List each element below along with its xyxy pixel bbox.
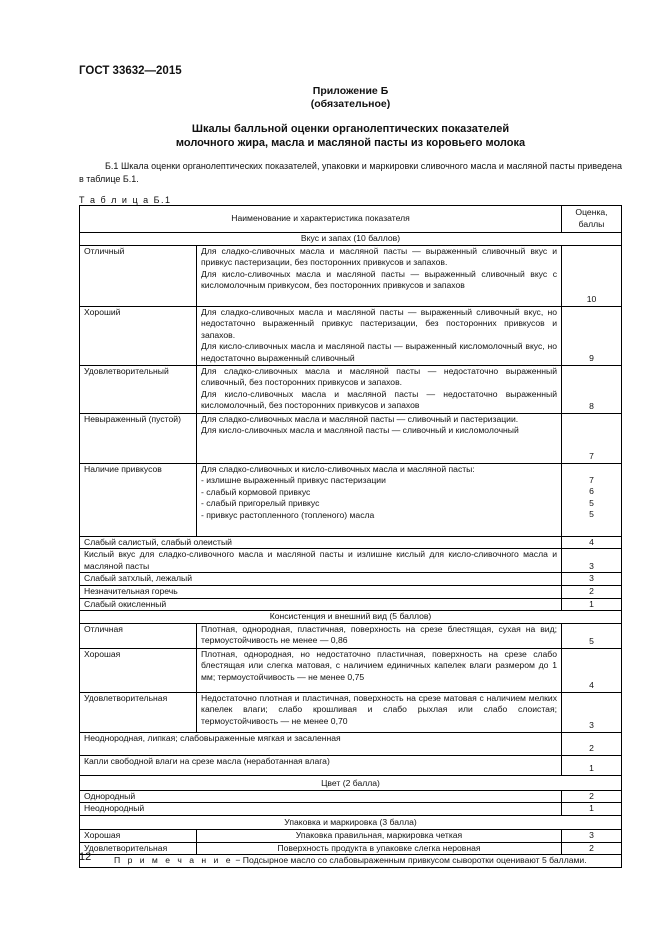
row-description (197, 692, 562, 732)
paragraph: Для сладко-сливочных масла и масляной пасты — выраженный сливочный вкус, но недостаточно выраженный привкус пастеризации, без посторонних привкусов и запахов. (201, 306, 557, 340)
paragraph: Для сладко-сливочных масла и масляной пасты — сливочный и пастеризации. (201, 413, 519, 424)
page-title-line1: Шкалы балльной оценки органолептических показателей (191, 123, 510, 135)
row-score: 8 (562, 365, 622, 413)
row-name: Удовлетворительный (80, 365, 197, 413)
row-description (197, 365, 562, 413)
row-score (562, 463, 622, 536)
row-score: 4 (562, 648, 622, 692)
row-name: Хорошая (80, 648, 197, 692)
row-score: 3 (562, 829, 622, 842)
row-score: 10 (562, 245, 622, 306)
list-item-score: 5 (589, 497, 594, 508)
row-score: 5 (562, 623, 622, 648)
list-item: - слабый пригорелый привкус (201, 498, 320, 509)
row-description: Упаковка правильная, маркировка четкая (197, 829, 562, 842)
document-header: ГОСТ 33632—2015 (79, 65, 182, 77)
row-name: Хороший (80, 306, 197, 365)
row-description (197, 623, 562, 648)
table-row (80, 755, 622, 775)
row-score: 3 (562, 573, 622, 586)
table-row (80, 365, 622, 413)
table-row (80, 463, 622, 536)
list-item: - слабый кормовой привкус (201, 486, 311, 497)
admixtures-intro: Для сладко-сливочных и кисло-сливочных масла и масляной пасты: (201, 463, 475, 474)
table-row (80, 803, 622, 816)
table-caption: Т а б л и ц а Б.1 (79, 195, 172, 205)
row-name: Наличие привкусов (80, 463, 197, 536)
appendix-status: (обязательное) (310, 98, 391, 110)
table-row (80, 598, 622, 611)
table-row (80, 585, 622, 598)
intro-paragraph: Б.1 Шкала оценки органолептических показателей, упаковки и маркировки сливочного масла и масляной пасты приведена в таблице Б.1. (79, 161, 622, 184)
row-score: 2 (562, 790, 622, 803)
row-description: Слабый окисленный (80, 598, 562, 611)
paragraph: Плотная, однородная, но недостаточно пластичная, поверхность на срезе слабо блестящая или слегка матовая, с наличием единичных капелек влаги размером до 1 мм; термоустойчивость — не менее 0,75 (201, 648, 557, 682)
table-row (80, 648, 622, 692)
table-row (80, 573, 622, 586)
row-description (197, 245, 562, 306)
paragraph: Для сладко-сливочных масла и масляной пасты — недостаточно выраженный сливочный, без посторонних привкусов и запахов. (201, 365, 557, 388)
table-row (80, 549, 622, 573)
row-description: Слабый затхлый, лежалый (80, 573, 562, 586)
list-item-score: 5 (589, 509, 594, 520)
row-description (197, 413, 562, 463)
list-item-score: 7 (589, 474, 594, 485)
row-name: Отличная (80, 623, 197, 648)
table-row (80, 732, 622, 755)
row-score: 3 (562, 549, 622, 573)
table-row (80, 536, 622, 549)
table-row (80, 413, 622, 463)
row-name: Удовлетворительная (80, 692, 197, 732)
list-item: - привкус растопленного (топленого) масла (201, 509, 375, 520)
paragraph: Для кисло-сливочных масла и масляной пасты — недостаточно выраженный кисломолочный, без посторонних привкусов и запахов (201, 388, 557, 411)
row-description: Слабый салистый, слабый олеистый (80, 536, 562, 549)
row-description: Капли свободной влаги на срезе масла (неработанная влага) (80, 755, 562, 775)
table-note (80, 855, 622, 868)
row-score: 2 (562, 585, 622, 598)
row-description (197, 463, 562, 536)
row-name: Отличный (80, 245, 197, 306)
table-row (80, 692, 622, 732)
column-header-name: Наименование и характеристика показателя (80, 206, 562, 233)
table-row (80, 623, 622, 648)
paragraph: Для кисло-сливочных масла и масляной пасты — выраженный сливочный вкус с кисломолочным привкусом, без посторонних привкусов и запахов (201, 268, 557, 291)
row-description: Неоднородная, липкая; слабовыраженные мягкая и засаленная (80, 732, 562, 755)
paragraph: Для кисло-сливочных масла и масляной пасты — сливочный и кисломолочный (201, 425, 519, 436)
score-table (79, 205, 622, 868)
row-score: 1 (562, 598, 622, 611)
appendix-title: Приложение Б (312, 85, 389, 97)
list-item: - излишне выраженный привкус пастеризации (201, 475, 386, 486)
row-name: Удовлетворительная (80, 842, 197, 855)
table-row (80, 306, 622, 365)
list-item-score: 6 (589, 486, 594, 497)
row-description (197, 648, 562, 692)
row-name: Невыраженный (пустой) (80, 413, 197, 463)
row-name: Хорошая (80, 829, 197, 842)
section-row-color (80, 775, 622, 790)
row-score: 3 (562, 692, 622, 732)
table-row (80, 829, 622, 842)
column-header-score: Оценка, баллы (562, 206, 622, 233)
paragraph: Для кисло-сливочных масла и масляной пасты — выраженный кисломолочный вкус, но недостаточно выраженный сливочный (201, 341, 557, 363)
table-row (80, 245, 622, 306)
paragraph: Недостаточно плотная и пластичная, поверхность на срезе матовая с наличием мелких капелек влаги; слабо крошливая и слабо рыхлая или слабо слоистая; термоустойчивость — не менее 0,70 (201, 692, 557, 726)
page-title-line2: молочного жира, масла и масляной пасты из коровьего молока (175, 137, 526, 149)
page-number: 12 (79, 851, 92, 863)
section-title: Консистенция и внешний вид (5 баллов) (80, 611, 622, 624)
table-row (80, 790, 622, 803)
note-label: П р и м е ч а н и е (114, 855, 234, 866)
section-title: Цвет (2 балла) (80, 775, 622, 790)
table-row (80, 842, 622, 855)
row-description: Незначительная горечь (80, 585, 562, 598)
row-score: 2 (562, 842, 622, 855)
paragraph: Плотная, однородная, пластичная, поверхность на срезе блестящая, сухая на вид; термоустойчивость не менее — 0,86 (201, 623, 557, 646)
note-row (80, 855, 622, 868)
row-score: 9 (562, 306, 622, 365)
row-description (197, 306, 562, 365)
row-score: 2 (562, 732, 622, 755)
table-header-row (80, 206, 622, 233)
row-score: 7 (562, 413, 622, 463)
row-description: Кислый вкус для сладко-сливочного масла и масляной пасты и излишне кислый для кисло-сливочного масла и масляной пасты (80, 549, 562, 573)
row-description: Однородный (80, 790, 562, 803)
note-text: − Подсырное масло со слабовыраженным привкусом сыворотки оценивают 5 баллами. (233, 855, 587, 866)
section-title: Упаковка и маркировка (3 балла) (80, 815, 622, 829)
row-description: Неоднородный (80, 803, 562, 816)
section-row-consistency (80, 611, 622, 624)
paragraph: Для сладко-сливочных масла и масляной пасты — выраженный сливочный вкус и привкус пастеризации, без посторонних привкусов и запахов. (201, 245, 557, 268)
row-score: 1 (562, 803, 622, 816)
section-row-taste (80, 233, 622, 246)
section-title: Вкус и запах (10 баллов) (80, 233, 622, 246)
section-row-packaging (80, 815, 622, 829)
row-score: 1 (562, 755, 622, 775)
row-score: 4 (562, 536, 622, 549)
row-description: Поверхность продукта в упаковке слегка неровная (197, 842, 562, 855)
